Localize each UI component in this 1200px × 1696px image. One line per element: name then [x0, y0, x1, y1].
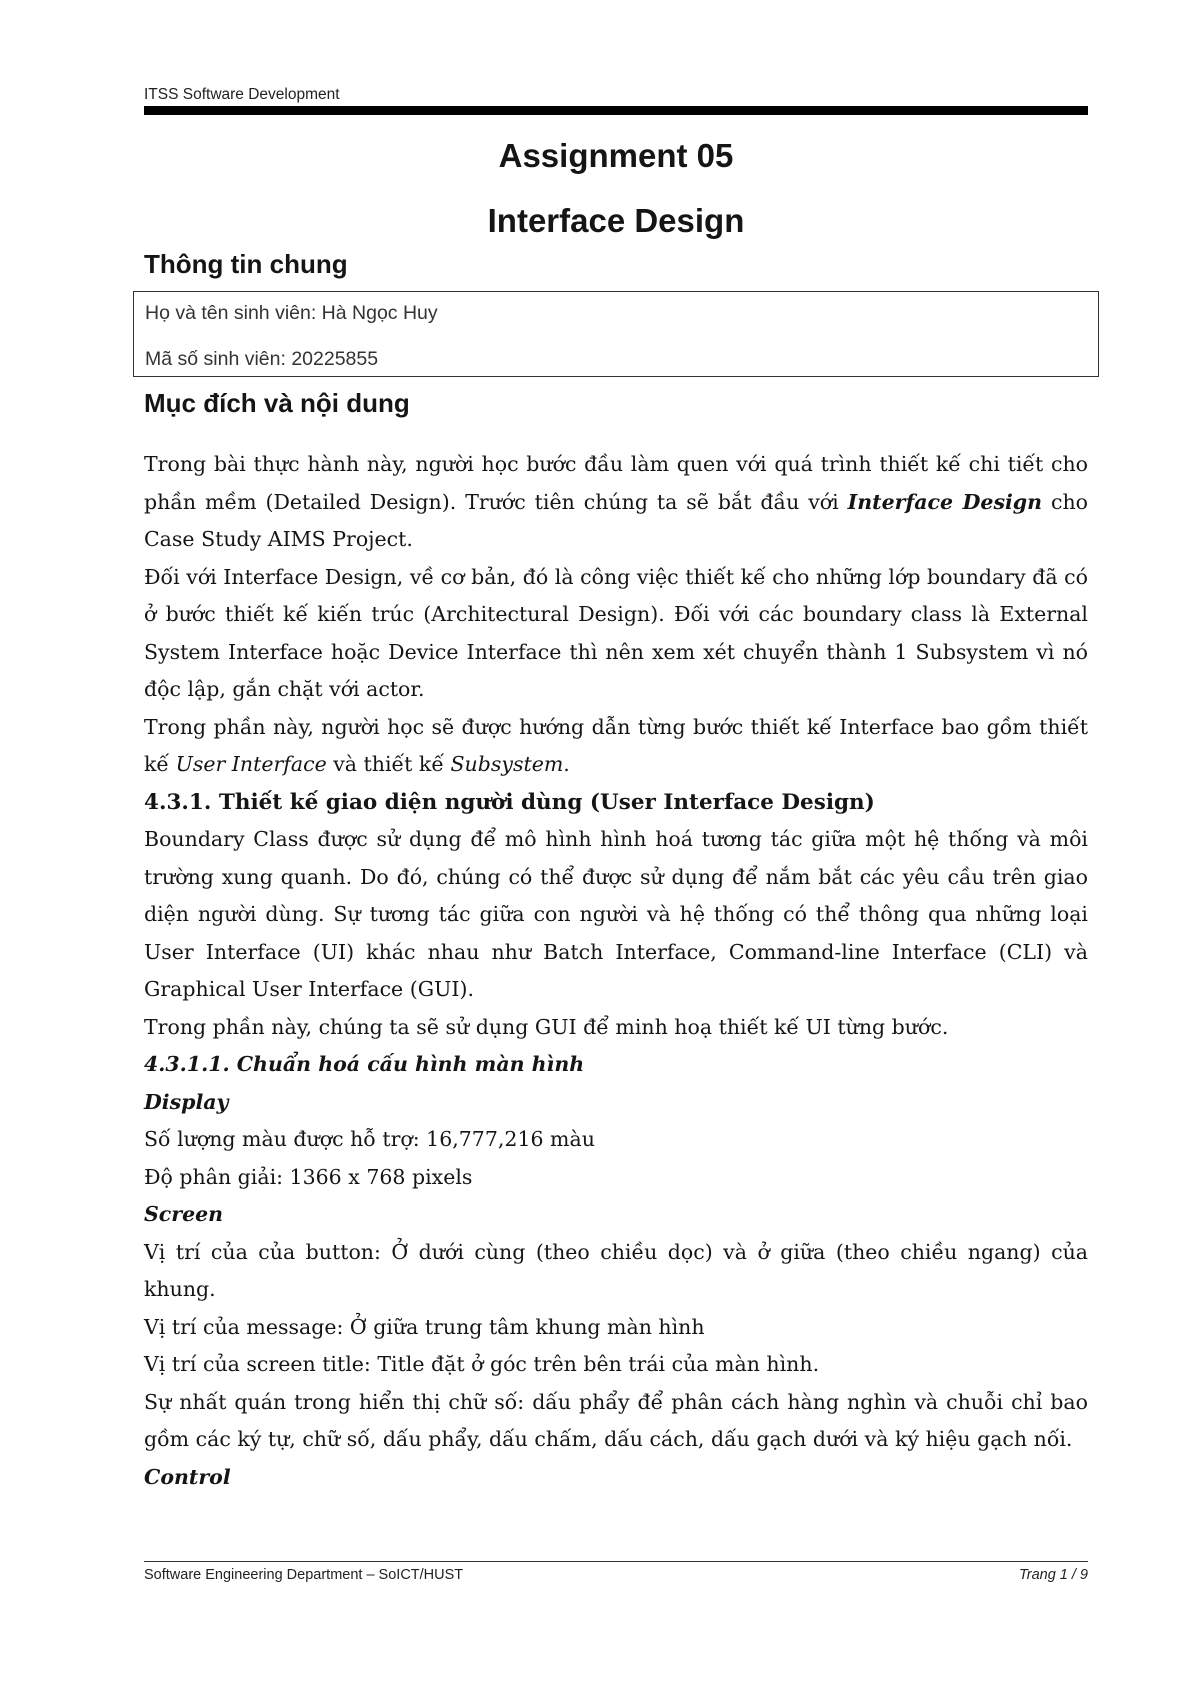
button-position: Vị trí của của button: Ở dưới cùng (theo chiều dọc) và ở giữa (theo chiều ngang) của khung. — [144, 1239, 1088, 1301]
section-431-paragraph-1: Boundary Class được sử dụng để mô hình hình hoá tương tác giữa một hệ thống và môi trường xung quanh. Do đó, chúng có thể được sử dụng để nắm bắt các yêu cầu trên giao diện người dùng. Sự tương tác giữa con người và hệ thống có thể thông qua những loại User Interface (UI) khác nhau như Batch Interface, Command-line Interface (CLI) và Graphical User Interface (GUI). — [144, 827, 1088, 1001]
purpose-paragraph-2: Đối với Interface Design, về cơ bản, đó là công việc thiết kế cho những lớp boundary đã có ở bước thiết kế kiến trúc (Architectural Design). Đối với các boundary class là External System Interface hoặc Device Interface thì nên xem xét chuyển thành 1 Subsystem vì nó độc lập, gắn chặt với actor. — [144, 564, 1088, 701]
student-name: Họ và tên sinh viên: Hà Ngọc Huy — [145, 302, 438, 324]
section-4311-heading: 4.3.1.1. Chuẩn hoá cấu hình màn hình — [144, 1052, 585, 1076]
interface-design-emphasis: Interface Design — [847, 489, 1043, 514]
student-id: Mã số sinh viên: 20225855 — [145, 348, 379, 370]
message-position: Vị trí của message: Ở giữa trung tâm khung màn hình — [144, 1314, 705, 1339]
number-display-consistency: Sự nhất quán trong hiển thị chữ số: dấu phẩy để phân cách hàng nghìn và chuỗi chỉ bao gồm các ký tự, chữ số, dấu phẩy, dấu chấm, dấu cách, dấu gạch dưới và ký hiệu gạch nối. — [144, 1389, 1088, 1451]
purpose-paragraph-3: Trong phần này, người học sẽ được hướng dẫn từng bước thiết kế Interface bao gồm thiết kế User Interface và thiết kế Subsystem. — [144, 714, 1088, 776]
control-label: Control — [144, 1464, 231, 1489]
student-info-box — [133, 291, 1099, 377]
screen-title-position: Vị trí của screen title: Title đặt ở góc trên bên trái của màn hình. — [144, 1352, 820, 1376]
footer-rule — [144, 1561, 1088, 1562]
section-431-paragraph-2: Trong phần này, chúng ta sẽ sử dụng GUI để minh hoạ thiết kế UI từng bước. — [144, 1014, 949, 1039]
footer-department: Software Engineering Department – SoICT/HUST — [144, 1567, 464, 1583]
general-info-heading: Thông tin chung — [144, 249, 348, 279]
document-body — [144, 446, 1088, 1496]
display-label: Display — [144, 1089, 229, 1114]
page-header: ITSS Software Development — [144, 86, 340, 103]
document-subtitle: Interface Design — [487, 202, 745, 239]
header-rule — [144, 106, 1088, 115]
footer-page-number: Trang 1 / 9 — [1018, 1567, 1088, 1583]
supported-colors: Số lượng màu được hỗ trợ: 16,777,216 màu — [144, 1127, 595, 1151]
section-431-heading: 4.3.1. Thiết kế giao diện người dùng (User Interface Design) — [144, 789, 875, 815]
resolution: Độ phân giải: 1366 x 768 pixels — [144, 1164, 473, 1189]
purpose-heading: Mục đích và nội dung — [144, 388, 410, 418]
purpose-paragraph-1: Trong bài thực hành này, người học bước đầu làm quen với quá trình thiết kế chi tiết cho phần mềm (Detailed Design). Trước tiên chúng ta sẽ bắt đầu với Interface Design cho Case Study AIMS Project. — [144, 452, 1088, 551]
document-title: Assignment 05 — [498, 137, 734, 174]
screen-label: Screen — [144, 1202, 224, 1226]
